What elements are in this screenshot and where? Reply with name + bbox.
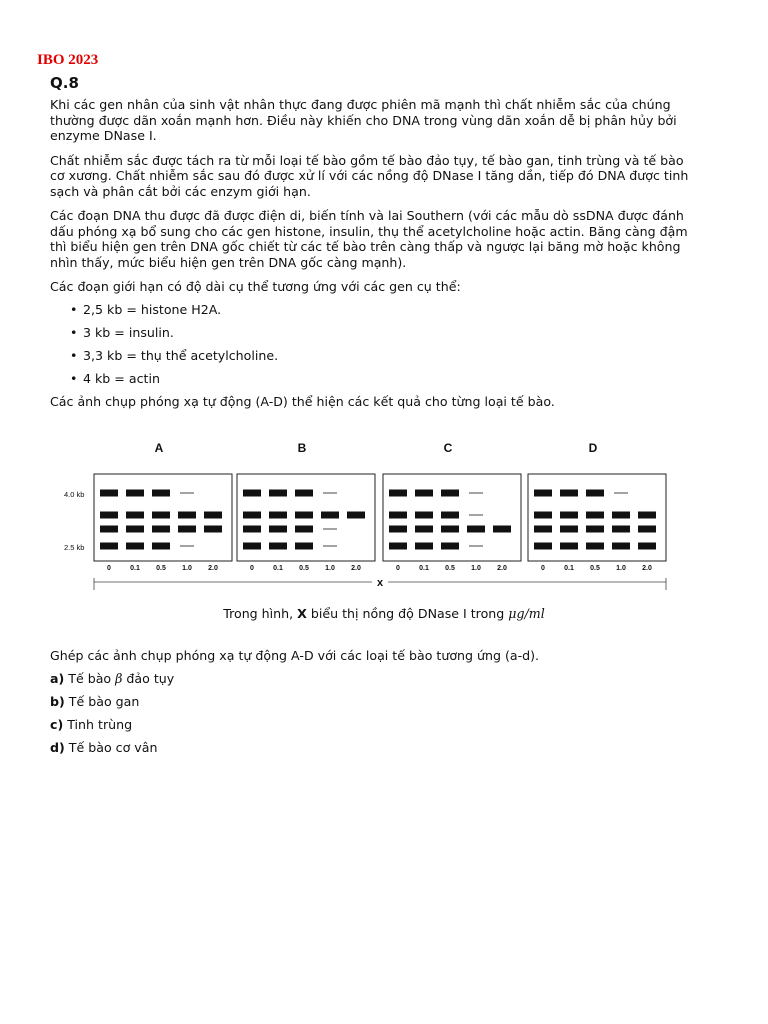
lane-label: 2.0 <box>208 565 218 572</box>
band <box>586 543 604 550</box>
band-faint <box>323 492 337 493</box>
band <box>560 490 578 497</box>
paragraph-3: Các đoạn DNA thu được đã được điện di, biến tính và lai Southern (với các mẫu dò ssDNA được đánh dấu phóng xạ bổ sung cho các gen histone, insulin, thụ thể acetylcholine hoặc actin. Băng càng đậm thì biểu hiện gen trên DNA gốc chiết từ các tế bào trên càng thấp và ngược lại băng mờ hoặc không nhìn thấy, mức biểu hiện gen trên DNA gốc càng mạnh). <box>50 208 688 270</box>
paragraph-1: Khi các gen nhân của sinh vật nhân thực đang được phiên mã mạnh thì chất nhiễm sắc của chúng thường được dãn xoắn mạnh hơn. Điều này khiến cho DNA trong vùng dãn xoắn dễ bị phân hủy bởi enzyme DNase I. <box>50 97 677 143</box>
band <box>441 512 459 519</box>
band-faint <box>469 492 483 493</box>
lane-label: 0.1 <box>273 565 283 572</box>
band <box>534 490 552 497</box>
lane-label: 1.0 <box>616 565 626 572</box>
band-faint <box>614 492 628 493</box>
band <box>152 543 170 550</box>
figure-caption: Trong hình, X biểu thị nồng độ DNase I trong μg/ml <box>223 606 545 621</box>
lane-label: 0 <box>107 565 111 572</box>
lane-label: 2.0 <box>351 565 361 572</box>
question-body <box>50 97 702 419</box>
band <box>586 526 604 533</box>
band <box>560 543 578 550</box>
list-item: • 4 kb = actin <box>70 370 160 386</box>
band <box>126 526 144 533</box>
band <box>243 512 261 519</box>
band <box>295 543 313 550</box>
band <box>441 543 459 550</box>
list-item: • 3 kb = insulin. <box>70 324 174 340</box>
lane-label: 0.1 <box>564 565 574 572</box>
band <box>389 543 407 550</box>
band <box>612 526 630 533</box>
matching-section <box>50 648 539 763</box>
band <box>126 543 144 550</box>
lane-label: 2.0 <box>497 565 507 572</box>
band <box>415 512 433 519</box>
lane-label: 0 <box>396 565 400 572</box>
band <box>638 512 656 519</box>
band <box>389 512 407 519</box>
autoradiograph-figure <box>64 432 670 604</box>
band <box>243 543 261 550</box>
lane-label: 0 <box>250 565 254 572</box>
list-item: • 2,5 kb = histone H2A. <box>70 301 222 317</box>
lane-label: 0.5 <box>156 565 166 572</box>
band <box>178 512 196 519</box>
band <box>204 526 222 533</box>
autoradiograph-svg <box>64 432 670 600</box>
lane-label: 1.0 <box>471 565 481 572</box>
band-faint <box>323 545 337 546</box>
band <box>152 512 170 519</box>
band <box>560 526 578 533</box>
bullet-icon: • <box>70 301 78 317</box>
band <box>389 526 407 533</box>
lane-label: 0.1 <box>419 565 429 572</box>
band <box>100 490 118 497</box>
lane-label: 0 <box>541 565 545 572</box>
marker-label-bottom: 2.5 kb <box>64 543 85 552</box>
band <box>152 490 170 497</box>
band <box>295 512 313 519</box>
panel-label-d: D <box>588 441 598 455</box>
lane-label: 0.5 <box>299 565 309 572</box>
paragraph-4: Các đoạn giới hạn có độ dài cụ thể tương ứng với các gen cụ thể: <box>50 279 461 294</box>
band <box>243 490 261 497</box>
band <box>415 543 433 550</box>
band <box>534 512 552 519</box>
band <box>467 526 485 533</box>
panel-label-c: C <box>443 441 453 455</box>
band-faint <box>323 528 337 529</box>
band <box>347 512 365 519</box>
bullet-icon: • <box>70 370 78 386</box>
band <box>415 526 433 533</box>
axis-label: x <box>376 577 384 589</box>
panel-label-a: A <box>154 441 164 455</box>
band <box>178 526 196 533</box>
band <box>441 490 459 497</box>
exam-header: IBO 2023 <box>37 52 99 68</box>
lane-label: 2.0 <box>642 565 652 572</box>
option-c: c) Tinh trùng <box>50 717 133 732</box>
band <box>100 512 118 519</box>
band <box>295 526 313 533</box>
band <box>389 490 407 497</box>
band <box>126 512 144 519</box>
band <box>415 490 433 497</box>
list-item: • 3,3 kb = thụ thể acetylcholine. <box>70 347 279 363</box>
band <box>586 512 604 519</box>
band <box>612 512 630 519</box>
band <box>152 526 170 533</box>
band <box>295 490 313 497</box>
question-number: Q.8 <box>50 74 79 92</box>
band <box>321 512 339 519</box>
fragment-list <box>50 302 702 387</box>
option-d: d) Tế bào cơ vân <box>50 740 158 755</box>
band <box>638 526 656 533</box>
band <box>638 543 656 550</box>
band <box>269 490 287 497</box>
lane-label: 0.1 <box>130 565 140 572</box>
band <box>269 512 287 519</box>
band <box>100 526 118 533</box>
band <box>269 543 287 550</box>
band <box>493 526 511 533</box>
band <box>269 526 287 533</box>
band-faint <box>180 545 194 546</box>
band-faint <box>469 545 483 546</box>
option-a: a) Tế bào β đảo tụy <box>50 671 175 686</box>
bullet-icon: • <box>70 347 78 363</box>
figure-intro: Các ảnh chụp phóng xạ tự động (A-D) thể hiện các kết quả cho từng loại tế bào. <box>50 394 555 410</box>
band <box>612 543 630 550</box>
bullet-icon: • <box>70 324 78 340</box>
lane-label: 0.5 <box>590 565 600 572</box>
lane-label: 1.0 <box>182 565 192 572</box>
lane-label: 0.5 <box>445 565 455 572</box>
lane-label: 1.0 <box>325 565 335 572</box>
match-intro: Ghép các ảnh chụp phóng xạ tự động A-D với các loại tế bào tương ứng (a-d). <box>50 648 540 663</box>
marker-label-top: 4.0 kb <box>64 490 85 499</box>
band <box>100 543 118 550</box>
band <box>243 526 261 533</box>
band-faint <box>180 492 194 493</box>
band <box>586 490 604 497</box>
band <box>204 512 222 519</box>
option-b: b) Tế bào gan <box>50 694 140 709</box>
paragraph-2: Chất nhiễm sắc được tách ra từ mỗi loại tế bào gồm tế bào đảo tụy, tế bào gan, tinh trùng và tế bào cơ xương. Chất nhiễm sắc sau đó được xử lí với các nồng độ DNase I tăng dần, tiếp đó DNA được tinh sạch và phân cắt bởi các enzym giới hạn. <box>50 152 689 199</box>
panel-label-b: B <box>297 441 307 455</box>
band <box>126 490 144 497</box>
band <box>560 512 578 519</box>
band <box>441 526 459 533</box>
band-faint <box>469 514 483 515</box>
band <box>534 526 552 533</box>
band <box>534 543 552 550</box>
